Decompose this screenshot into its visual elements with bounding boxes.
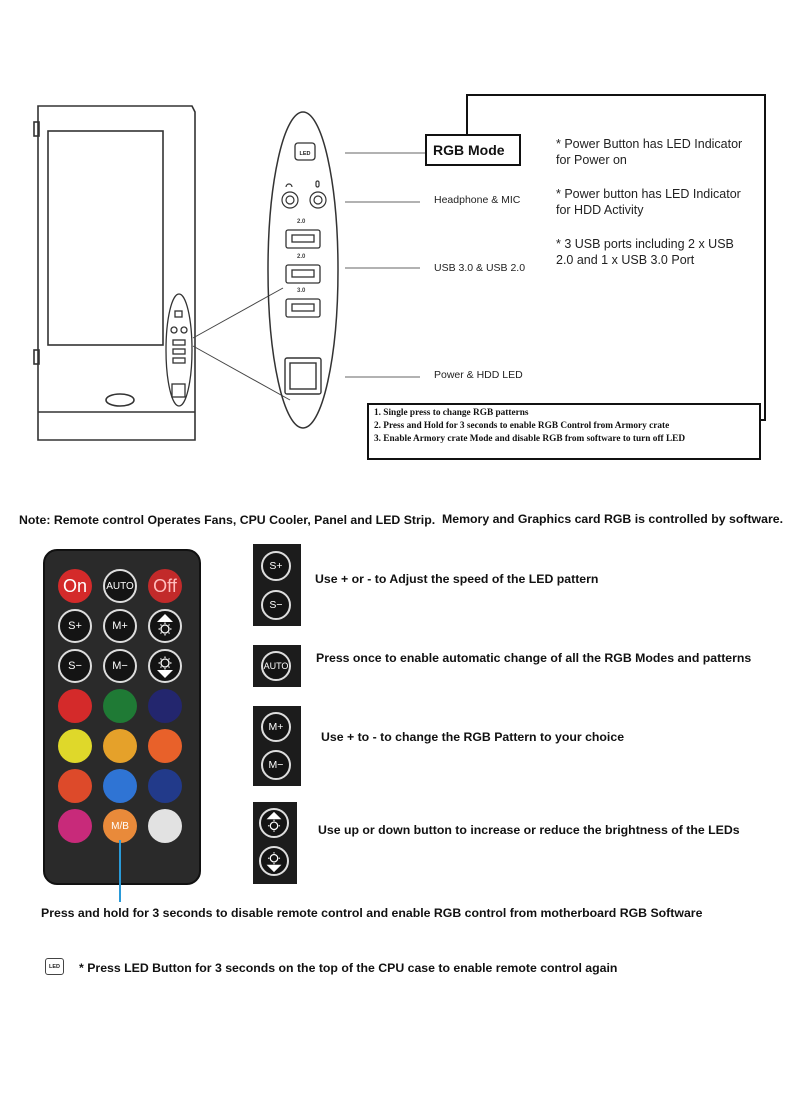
usb-tag: 2.0 [297, 219, 306, 225]
mb-note: Press and hold for 3 seconds to disable remote control and enable RGB control from motherboard RGB Software [41, 906, 703, 920]
rgb-mode-label: RGB Mode [425, 134, 521, 166]
brightness-panel [253, 802, 297, 884]
color-button[interactable] [58, 769, 92, 803]
color-button[interactable] [58, 689, 92, 723]
brightness-up-button[interactable] [259, 808, 289, 838]
mode-next-button[interactable]: M+ [103, 609, 137, 643]
brightness-down-icon [261, 848, 287, 874]
mb-button[interactable]: M/B [103, 809, 137, 843]
case-io-panel-small [166, 294, 192, 406]
note-remote-control: Note: Remote control Operates Fans, CPU Cooler, Panel and LED Strip. [19, 513, 436, 527]
headphone-icon [282, 184, 298, 208]
rgb-steps-box [367, 403, 761, 460]
on-button[interactable]: On [58, 569, 92, 603]
auto-button[interactable]: AUTO [261, 651, 291, 681]
speed-panel [253, 544, 301, 626]
off-button[interactable]: Off [148, 569, 182, 603]
speed-up-button[interactable]: S+ [261, 551, 291, 581]
color-button[interactable] [58, 809, 92, 843]
svg-text:LED: LED [299, 151, 311, 157]
step-item: 2. Press and Hold for 3 seconds to enable RGB Control from Armory crate [374, 421, 670, 431]
auto-panel [253, 645, 301, 687]
color-button[interactable] [148, 809, 182, 843]
color-button[interactable] [58, 729, 92, 763]
step-item: 3. Enable Armory crate Mode and disable RGB from software to turn off LED [374, 434, 686, 444]
spec-usb-ports: * 3 USB ports including 2 x USB 2.0 and 1 x USB 3.0 Port [556, 237, 734, 267]
mb-pointer-line [115, 840, 125, 910]
auto-button[interactable]: AUTO [103, 569, 137, 603]
power-button-icon [285, 358, 321, 394]
usb-port-icon [286, 230, 320, 317]
color-button[interactable] [103, 729, 137, 763]
mode-description: Use + to - to change the RGB Pattern to your choice [321, 730, 625, 744]
power-hdd-label: Power & HDD LED [434, 369, 523, 381]
pc-case [34, 106, 195, 440]
brightness-description: Use up or down button to increase or reduce the brightness of the LEDs [318, 823, 740, 837]
spec-power-led: * Power Button has LED Indicator for Power on [556, 137, 743, 167]
step-item: 1. Single press to change RGB patterns [374, 408, 529, 418]
headphone-mic-label: Headphone & MIC [434, 194, 521, 206]
mode-next-button[interactable]: M+ [261, 712, 291, 742]
speed-description: Use + or - to Adjust the speed of the LED pattern [315, 572, 599, 586]
color-button[interactable] [103, 769, 137, 803]
mic-icon [310, 181, 326, 208]
speed-down-button[interactable]: S− [261, 590, 291, 620]
brightness-up-icon [261, 810, 287, 836]
case-front-diagram [0, 0, 800, 470]
brightness-up-icon [151, 612, 179, 640]
usb-label: USB 3.0 & USB 2.0 [434, 262, 526, 274]
speed-down-button[interactable]: S− [58, 649, 92, 683]
color-button[interactable] [103, 689, 137, 723]
mode-prev-button[interactable]: M− [261, 750, 291, 780]
led-button-label: LED [49, 963, 60, 970]
brightness-down-icon [151, 652, 179, 680]
color-button[interactable] [148, 729, 182, 763]
led-button-icon [295, 143, 315, 160]
usb-tag: 2.0 [297, 254, 306, 260]
brightness-down-button[interactable] [148, 649, 182, 683]
color-button[interactable] [148, 769, 182, 803]
note-software-rgb: Memory and Graphics card RGB is controlled by software. [442, 512, 783, 526]
color-button[interactable] [148, 689, 182, 723]
spec-hdd-led: * Power button has LED Indicator for HDD Activity [556, 187, 741, 217]
usb-tag: 3.0 [297, 288, 306, 294]
auto-description: Press once to enable automatic change of all the RGB Modes and patterns [316, 651, 752, 665]
led-button-icon [45, 958, 64, 975]
mode-prev-button[interactable]: M− [103, 649, 137, 683]
speed-up-button[interactable]: S+ [58, 609, 92, 643]
brightness-down-button[interactable] [259, 846, 289, 876]
mode-panel [253, 706, 301, 786]
brightness-up-button[interactable] [148, 609, 182, 643]
led-note: * Press LED Button for 3 seconds on the top of the CPU case to enable remote control again [79, 961, 618, 975]
